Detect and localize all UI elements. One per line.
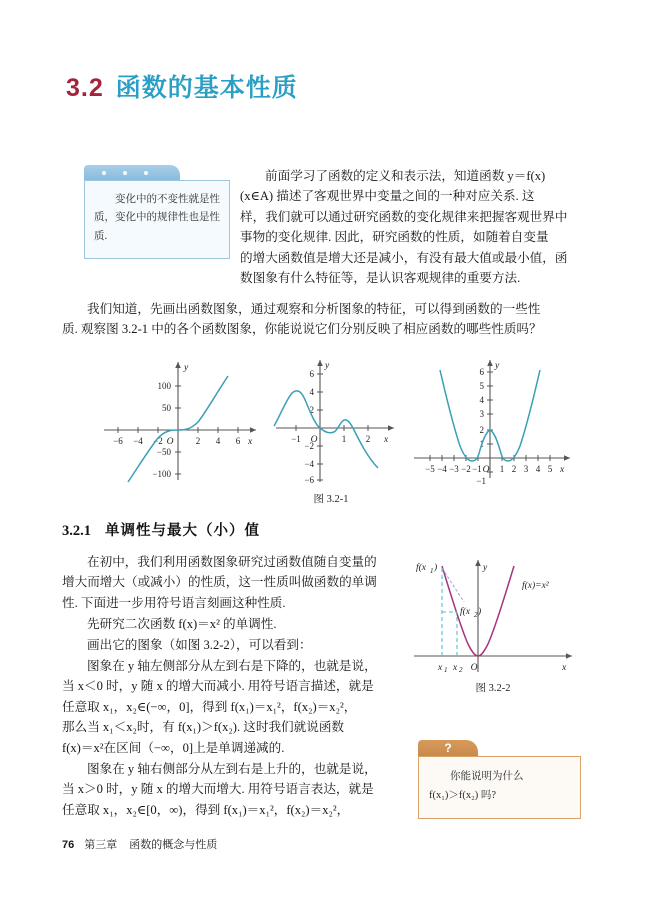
p6-line-2: 当 x＜0 时，y 随 x 的增大而减小. 用符号语言描述，就是 bbox=[62, 679, 374, 694]
section-number: 3.2 bbox=[66, 74, 104, 102]
subsection-text: 单调性与最大（小）值 bbox=[105, 523, 260, 539]
quartic-w-graph bbox=[410, 352, 578, 487]
intro-line-4: 事物的变化规律. 因此，研究函数的性质，如随着自变量 bbox=[240, 230, 549, 245]
intro-paragraph bbox=[240, 166, 582, 288]
subsection-heading bbox=[62, 519, 260, 540]
f-x2-paren: ) bbox=[478, 607, 482, 617]
p2-line-1: 我们知道，先画出函数图象，通过观察和分析图象的特征，可以得到函数的一些性 bbox=[87, 302, 541, 316]
oscillating-curve bbox=[274, 391, 378, 468]
p7-line-2: 当 x＞0 时，y 随 x 的增大而增大. 用符号语言表达，就是 bbox=[62, 782, 374, 797]
ytick-label: −2 bbox=[304, 441, 314, 451]
p2-line-2: 质. 观察图 3.2-1 中的各个函数图象，你能说说它们分别反映了相应函数的哪些性质吗？ bbox=[62, 322, 542, 337]
xtick-label: 2 bbox=[511, 464, 517, 474]
orange-callout-box bbox=[418, 740, 581, 819]
x-axis-label: x bbox=[384, 435, 389, 445]
p6-line-1: 图象在 y 轴左侧部分从左到右是下降的，也就是说， bbox=[87, 659, 377, 673]
f-x2-sub: 2 bbox=[474, 611, 478, 619]
ytick-label: 4 bbox=[479, 395, 484, 405]
xtick-label: 3 bbox=[523, 464, 529, 474]
figure-2-caption: 图 3.2-2 bbox=[475, 683, 511, 694]
xtick-label: 2 bbox=[195, 436, 201, 446]
xtick-label: −4 bbox=[133, 436, 143, 446]
paragraph-5: 画出它的图象（如图 3.2-2），可以看到： bbox=[87, 638, 312, 652]
ytick-label: −6 bbox=[304, 475, 314, 485]
x-axis-label: x bbox=[560, 465, 565, 475]
paragraph-7 bbox=[62, 759, 387, 820]
paragraph-2 bbox=[62, 299, 584, 340]
ytick-label: −100 bbox=[152, 469, 171, 479]
f-x1-sub: 1 bbox=[430, 567, 434, 575]
f-x1-paren: ) bbox=[434, 563, 438, 573]
ytick-label: −50 bbox=[156, 447, 171, 457]
chapter-title: 函数的概念与性质 bbox=[129, 839, 218, 851]
p7-line-3: 任意取 x₁，x₂∈[0，∞)，得到 f(x₁)＝x₁²，f(x₂)＝x₂²， bbox=[62, 802, 350, 817]
x1-label: x bbox=[438, 663, 443, 673]
y-axis-label: y bbox=[325, 361, 330, 371]
ytick-label: −1 bbox=[476, 476, 486, 486]
xtick-label: −1 bbox=[472, 464, 482, 474]
xtick-label: 2 bbox=[365, 434, 371, 444]
xtick-label: −6 bbox=[113, 436, 123, 446]
p6-line-5: f(x)＝x²在区间（−∞，0]上是单调递减的. bbox=[62, 740, 285, 755]
p6-line-4: 那么当 x₁＜x₂时，有 f(x₁)＞f(x₂). 这时我们就说函数 bbox=[62, 720, 345, 735]
xtick-label: 5 bbox=[547, 464, 553, 474]
blue-callout-box bbox=[84, 165, 230, 259]
ytick-label: 5 bbox=[479, 381, 484, 391]
p6-line-3: 任意取 x₁，x₂∈(−∞，0]，得到 f(x₁)＝x₁²，f(x₂)＝x₂²， bbox=[62, 699, 357, 714]
ytick-label: −4 bbox=[304, 459, 314, 469]
p7-line-1: 图象在 y 轴右侧部分从左到右是上升的，也就是说， bbox=[87, 762, 377, 776]
xtick-label: 1 bbox=[341, 434, 347, 444]
intro-line-2: (x∈A) 描述了客观世界中变量之间的一种对应关系. 这 bbox=[240, 189, 535, 204]
f-x2-label: f(x bbox=[460, 607, 471, 617]
y-axis-label: y bbox=[483, 563, 488, 573]
p3-line-1: 在初中，我们利用函数图象研究过函数值随自变量的 bbox=[87, 555, 377, 569]
origin-label: O bbox=[310, 435, 318, 445]
figure-3-2-2 bbox=[404, 550, 582, 695]
ytick-label: 6 bbox=[309, 369, 314, 379]
xtick-label: −3 bbox=[449, 464, 459, 474]
y-axis-label: y bbox=[184, 363, 189, 373]
question-mark-icon: ? bbox=[418, 740, 478, 756]
parabola-graph bbox=[404, 550, 582, 678]
xtick-label: −5 bbox=[425, 464, 435, 474]
ytick-label: 50 bbox=[162, 403, 171, 413]
ytick-label: 6 bbox=[479, 367, 484, 377]
x-axis-label: x bbox=[562, 663, 567, 673]
ytick-label: 1 bbox=[479, 439, 484, 449]
intro-line-3: 样，我们就可以通过研究函数的变化规律来把握客观世界中 bbox=[240, 209, 568, 224]
ytick-label: 2 bbox=[479, 425, 484, 435]
xtick-label: −2 bbox=[153, 436, 163, 446]
p3-line-2: 增大而增大（或减小）的性质，这一性质叫做函数的单调 bbox=[62, 575, 377, 590]
curve-equation-label: f(x)=x² bbox=[522, 581, 549, 591]
xtick-label: −2 bbox=[461, 464, 471, 474]
origin-label: O bbox=[470, 663, 478, 673]
ytick-label: 3 bbox=[479, 409, 484, 419]
tab-dot-icon bbox=[102, 171, 106, 175]
xtick-label: 4 bbox=[535, 464, 541, 474]
oscillating-graph bbox=[272, 352, 402, 487]
xtick-label: 1 bbox=[499, 464, 505, 474]
x2-sub: 2 bbox=[459, 666, 463, 674]
x1-sub: 1 bbox=[444, 666, 448, 674]
figure-3-2-1 bbox=[96, 352, 578, 506]
paragraph-3 bbox=[62, 552, 387, 613]
intro-line-6: 数图象有什么特征等，是认识客观规律的重要方法. bbox=[240, 270, 521, 285]
origin-label: O bbox=[166, 437, 174, 447]
secant-line bbox=[442, 568, 464, 602]
section-title-text: 函数的基本性质 bbox=[115, 74, 298, 102]
orange-line-1: 你能说明为什么 bbox=[450, 771, 524, 782]
cubic-graph bbox=[96, 352, 264, 487]
x-axis-label: x bbox=[248, 437, 253, 447]
ytick-label: 100 bbox=[157, 381, 171, 391]
f-x1-label: f(x bbox=[416, 563, 427, 573]
ytick-label: 2 bbox=[309, 405, 314, 415]
xtick-label: 4 bbox=[215, 436, 221, 446]
y-axis-label: y bbox=[495, 361, 500, 371]
orange-callout-text bbox=[418, 756, 581, 819]
guide-lines bbox=[442, 568, 457, 656]
paragraph-4: 先研究二次函数 f(x)＝x² 的单调性. bbox=[87, 617, 277, 631]
tab-dot-icon bbox=[123, 171, 127, 175]
p3-line-3: 性. 下面进一步用符号语言刻画这种性质. bbox=[62, 595, 286, 610]
callout-text: 变化中的不变性就是性质，变化中的规律性也是性质. bbox=[84, 180, 230, 259]
paragraph-6 bbox=[62, 656, 387, 758]
page-footer bbox=[62, 836, 217, 852]
x2-label: x bbox=[453, 663, 458, 673]
page-title bbox=[66, 68, 298, 104]
xtick-label: −4 bbox=[437, 464, 447, 474]
chapter-label: 第三章 bbox=[84, 839, 118, 851]
ytick-label: 4 bbox=[309, 387, 314, 397]
page-number: 76 bbox=[62, 839, 75, 851]
xtick-label: 6 bbox=[235, 436, 241, 446]
tab-dot-icon bbox=[144, 171, 148, 175]
xtick-label: −1 bbox=[291, 434, 301, 444]
intro-line-1: 前面学习了函数的定义和表示法，知道函数 y＝f(x) bbox=[265, 169, 546, 183]
figure-1-caption: 图 3.2-1 bbox=[313, 494, 349, 505]
origin-label: O bbox=[482, 465, 490, 475]
callout-tab bbox=[84, 165, 180, 180]
subsection-number: 3.2.1 bbox=[62, 523, 91, 539]
orange-line-2: f(x₁)＞f(x₂) 吗? bbox=[429, 790, 497, 802]
intro-line-5: 的增大函数值是增大还是减小，有没有最大值或最小值，函 bbox=[240, 250, 568, 265]
